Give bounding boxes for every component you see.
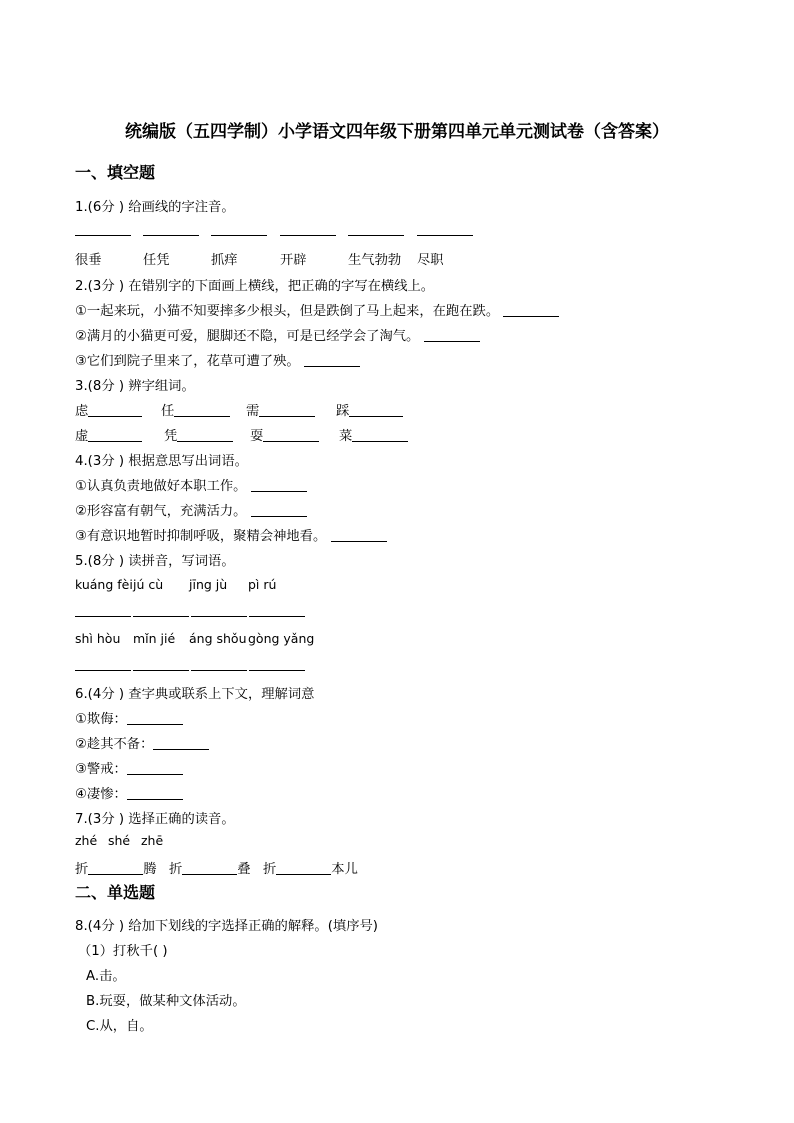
question-2-stem: 2.(3分 ) 在错别字的下面画上横线，把正确的字写在横线上。 (75, 279, 435, 294)
q3-char: 踩 (336, 400, 403, 419)
answer-blank[interactable] (127, 761, 183, 775)
q4-item (75, 500, 307, 519)
answer-blank[interactable] (259, 403, 315, 417)
q1-word: 任凭 (143, 253, 170, 268)
answer-blank[interactable] (424, 328, 480, 342)
answer-blank[interactable] (191, 603, 247, 617)
pinyin: áng shǒu (189, 631, 247, 646)
q5-pinyin-row-1 (75, 577, 315, 593)
answer-blank[interactable] (75, 603, 131, 617)
q3-char: 任 (161, 400, 230, 419)
section-fill-heading: 一、填空题 (75, 163, 156, 182)
pinyin: jú cù (133, 577, 164, 592)
q6-item (75, 783, 183, 802)
q3-row-2 (75, 425, 415, 443)
q1-blank[interactable] (143, 222, 199, 236)
q6-item-text: ④凄惨： (75, 787, 127, 802)
q2-item (75, 325, 480, 344)
q1-word: 生气勃勃 (348, 253, 402, 268)
answer-blank[interactable] (88, 861, 143, 875)
question-1-stem: 1.(6分 ) 给画线的字注音。 (75, 200, 235, 215)
q8-option-a[interactable]: A.击。 (86, 969, 126, 984)
q2-item-text: ③它们到院子里来了，花草可遭了殃。 (75, 354, 300, 369)
q1-word: 尽职 (417, 253, 444, 268)
q1-word: 抓痒 (211, 253, 238, 268)
answer-blank[interactable] (249, 657, 305, 671)
q4-item (75, 525, 387, 544)
pinyin: zhé (75, 833, 98, 848)
answer-blank[interactable] (174, 403, 230, 417)
q7-pinyin-row (75, 833, 195, 849)
q1-blank[interactable] (211, 222, 267, 236)
document-title: 统编版（五四学制）小学语文四年级下册第四单元单元测试卷（含答案） (125, 122, 669, 142)
q2-item (75, 300, 559, 319)
answer-blank[interactable] (191, 657, 247, 671)
q4-item (75, 475, 307, 494)
q6-item-text: ②趁其不备： (75, 737, 154, 752)
q3-char: 虚 (75, 425, 142, 444)
q8-subquestion: （1）打秋千( ) (78, 944, 168, 959)
q8-option-b[interactable]: B.玩耍，做某种文体活动。 (86, 994, 246, 1009)
pinyin: mǐn jié (133, 631, 176, 646)
pinyin: jīng jù (189, 577, 228, 592)
q1-word-row (75, 249, 495, 267)
pinyin: pì rú (248, 577, 277, 592)
q7-answer-row (75, 858, 375, 876)
q6-item-text: ③警戒： (75, 762, 127, 777)
q8-option-c[interactable]: C.从，自。 (86, 1019, 153, 1034)
q3-char: 耍 (250, 425, 319, 444)
q3-row-1 (75, 400, 415, 418)
pinyin: gòng yǎng (248, 631, 315, 646)
q6-item (75, 733, 209, 752)
question-3-stem: 3.(8分 ) 辨字组词。 (75, 379, 195, 394)
q1-blank[interactable] (75, 222, 131, 236)
answer-blank[interactable] (349, 403, 403, 417)
q6-item-text: ①欺侮： (75, 712, 127, 727)
q1-blank[interactable] (280, 222, 336, 236)
q5-blank-row-2 (75, 657, 315, 673)
answer-blank[interactable] (182, 861, 237, 875)
answer-blank[interactable] (263, 428, 319, 442)
answer-blank[interactable] (127, 786, 183, 800)
pinyin: kuáng fèi (75, 577, 133, 592)
answer-blank[interactable] (304, 353, 360, 367)
answer-blank[interactable] (177, 428, 233, 442)
question-6-stem: 6.(4分 ) 查字典或联系上下文，理解词意 (75, 687, 315, 702)
answer-blank[interactable] (251, 503, 307, 517)
q2-item-text: ②满月的小猫更可爱，腿脚还不隐，可是已经学会了淘气。 (75, 329, 420, 344)
answer-blank[interactable] (88, 403, 142, 417)
q1-word: 开辟 (280, 253, 307, 268)
question-5-stem: 5.(8分 ) 读拼音，写词语。 (75, 554, 235, 569)
q6-item (75, 758, 183, 777)
q3-char: 菜 (339, 425, 408, 444)
question-7-stem: 7.(3分 ) 选择正确的读音。 (75, 812, 235, 827)
q2-item-text: ①一起来玩，小猫不知要摔多少根头，但是跌倒了马上起来，在跑在跌。 (75, 304, 500, 319)
answer-blank[interactable] (88, 428, 142, 442)
answer-blank[interactable] (503, 303, 559, 317)
q4-item-text: ①认真负责地做好本职工作。 (75, 479, 247, 494)
answer-blank[interactable] (153, 736, 209, 750)
q7-part: 折 叠 (169, 862, 251, 877)
section-single-heading: 二、单选题 (75, 883, 156, 902)
pinyin: shé (108, 833, 131, 848)
answer-blank[interactable] (249, 603, 305, 617)
question-4-stem: 4.(3分 ) 根据意思写出词语。 (75, 454, 248, 469)
answer-blank[interactable] (352, 428, 408, 442)
answer-blank[interactable] (276, 861, 331, 875)
answer-blank[interactable] (133, 603, 189, 617)
q1-blank[interactable] (417, 222, 473, 236)
q6-item (75, 708, 183, 727)
question-8-stem: 8.(4分 ) 给加下划线的字选择正确的解释。(填序号) (75, 919, 378, 934)
q1-word: 很垂 (75, 253, 102, 268)
pinyin: shì hòu (75, 631, 121, 646)
q3-char: 虑 (75, 400, 142, 419)
pinyin: zhē (141, 833, 164, 848)
q1-blank-row (75, 222, 495, 238)
q4-item-text: ③有意识地暂时抑制呼吸，聚精会神地看。 (75, 529, 327, 544)
q5-pinyin-row-2 (75, 631, 335, 647)
answer-blank[interactable] (127, 711, 183, 725)
q1-blank[interactable] (348, 222, 404, 236)
answer-blank[interactable] (133, 657, 189, 671)
q7-part: 折 本儿 (263, 862, 358, 877)
q3-char: 凭 (164, 425, 233, 444)
q4-item-text: ②形容富有朝气，充满活力。 (75, 504, 247, 519)
q5-blank-row-1 (75, 603, 315, 619)
answer-blank[interactable] (251, 478, 307, 492)
answer-blank[interactable] (331, 528, 387, 542)
q2-item (75, 350, 360, 369)
q3-char: 需 (246, 400, 315, 419)
q7-part: 折 腾 (75, 862, 157, 877)
answer-blank[interactable] (75, 657, 131, 671)
